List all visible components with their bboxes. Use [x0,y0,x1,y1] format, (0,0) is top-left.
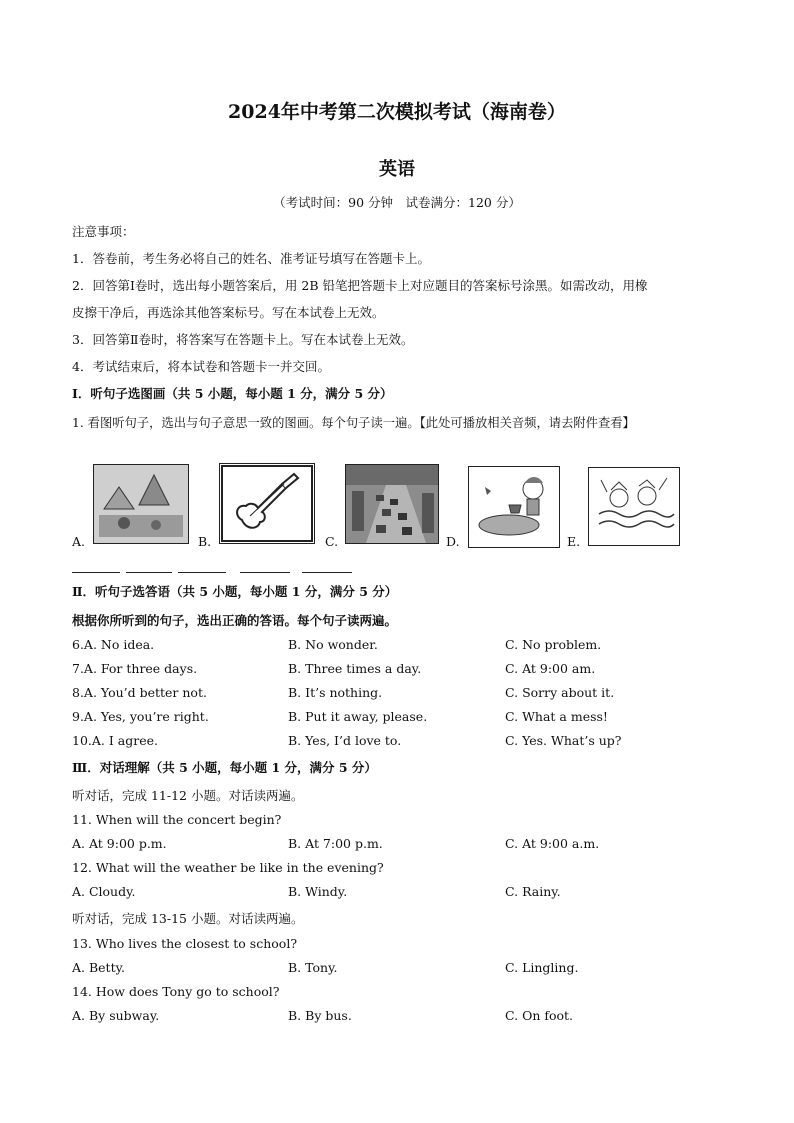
picture-label-b: B. [198,534,212,549]
q13-question: 13. Who lives the closest to school? [72,936,298,951]
q11-question: 11. When will the concert begin? [72,812,282,827]
answer-blank-1[interactable] [72,572,120,573]
q11-option-a: A. At 9:00 p.m. [72,836,167,851]
q14-option-b: B. By bus. [288,1008,352,1023]
picture-label-e: E. [567,534,581,549]
q11-option-c: C. At 9:00 a.m. [505,836,600,851]
q6-option-b: B. No wonder. [288,637,378,652]
q8-option-c: C. Sorry about it. [505,685,615,700]
page-title: 2024年中考第二次模拟考试（海南卷） [228,101,566,123]
section3-heading: Ⅲ．对话理解（共 5 小题，每小题 1 分，满分 5 分） [72,760,377,775]
q9-option-a: 9.A. Yes, you’re right. [72,709,209,724]
q14-option-c: C. On foot. [505,1008,574,1023]
q12-option-b: B. Windy. [288,884,348,899]
note-item-2: 2．回答第Ⅰ卷时，选出每小题答案后，用 2B 铅笔把答题卡上对应题目的答案标号涂黑。如需改动，用橡 [72,278,648,293]
notes-heading: 注意事项： [72,224,135,239]
q8-option-a: 8.A. You’d better not. [72,685,207,700]
answer-blank-5[interactable] [302,572,352,573]
q6-option-a: 6.A. No idea. [72,637,155,652]
section1-heading: Ⅰ．听句子选图画（共 5 小题，每小题 1 分，满分 5 分） [72,386,393,401]
q13-option-a: A. Betty. [72,960,125,975]
traffic-jam-picture [345,464,439,544]
children-drowning-picture [588,467,680,546]
q6-option-c: C. No problem. [505,637,602,652]
q10-option-c: C. Yes. What’s up? [505,733,622,748]
q7-option-c: C. At 9:00 am. [505,661,596,676]
picture-label-a: A. [72,534,86,549]
q10-option-b: B. Yes, I’d love to. [288,733,402,748]
answer-blank-2[interactable] [126,572,172,573]
q12-option-a: A. Cloudy. [72,884,136,899]
girl-watering-plants-picture [468,466,560,548]
subject-title: 英语 [379,159,415,180]
electric-guitar-picture [219,463,315,544]
q9-option-b: B. Put it away, please. [288,709,428,724]
q8-option-b: B. It’s nothing. [288,685,383,700]
q14-option-a: A. By subway. [72,1008,160,1023]
q12-question: 12. What will the weather be like in the evening? [72,860,384,875]
q7-option-a: 7.A. For three days. [72,661,198,676]
section3-intro-2: 听对话，完成 13-15 小题。对话读两遍。 [72,911,304,926]
exam-info: （考试时间：90 分钟 试卷满分：120 分） [273,195,521,210]
picture-label-c: C. [325,534,339,549]
note-item-3: 3．回答第Ⅱ卷时，将答案写在答题卡上。写在本试卷上无效。 [72,332,414,347]
q10-option-a: 10.A. I agree. [72,733,158,748]
q9-option-c: C. What a mess! [505,709,608,724]
note-item-2-cont: 皮擦干净后，再选涂其他答案标号。写在本试卷上无效。 [72,305,385,320]
section3-intro-1: 听对话，完成 11-12 小题。对话读两遍。 [72,788,304,803]
q13-option-c: C. Lingling. [505,960,579,975]
q12-option-c: C. Rainy. [505,884,561,899]
q14-question: 14. How does Tony go to school? [72,984,280,999]
note-item-4: 4．考试结束后，将本试卷和答题卡一并交回。 [72,359,330,374]
campsite-picture [93,464,189,544]
section2-heading: Ⅱ．听句子选答语（共 5 小题，每小题 1 分，满分 5 分） [72,584,398,599]
note-item-1: 1．答卷前，考生务必将自己的姓名、准考证号填写在答题卡上。 [72,251,430,266]
answer-blank-3[interactable] [178,572,226,573]
q13-option-b: B. Tony. [288,960,338,975]
picture-label-d: D. [446,534,460,549]
section1-instruction: 1. 看图听句子，选出与句子意思一致的图画。每个句子读一遍。【此处可播放相关音频，请去附件查看】 [72,416,635,430]
section2-instruction: 根据你所听到的句子，选出正确的答语。每个句子读两遍。 [72,613,398,628]
q7-option-b: B. Three times a day. [288,661,422,676]
q11-option-b: B. At 7:00 p.m. [288,836,383,851]
answer-blank-4[interactable] [240,572,290,573]
